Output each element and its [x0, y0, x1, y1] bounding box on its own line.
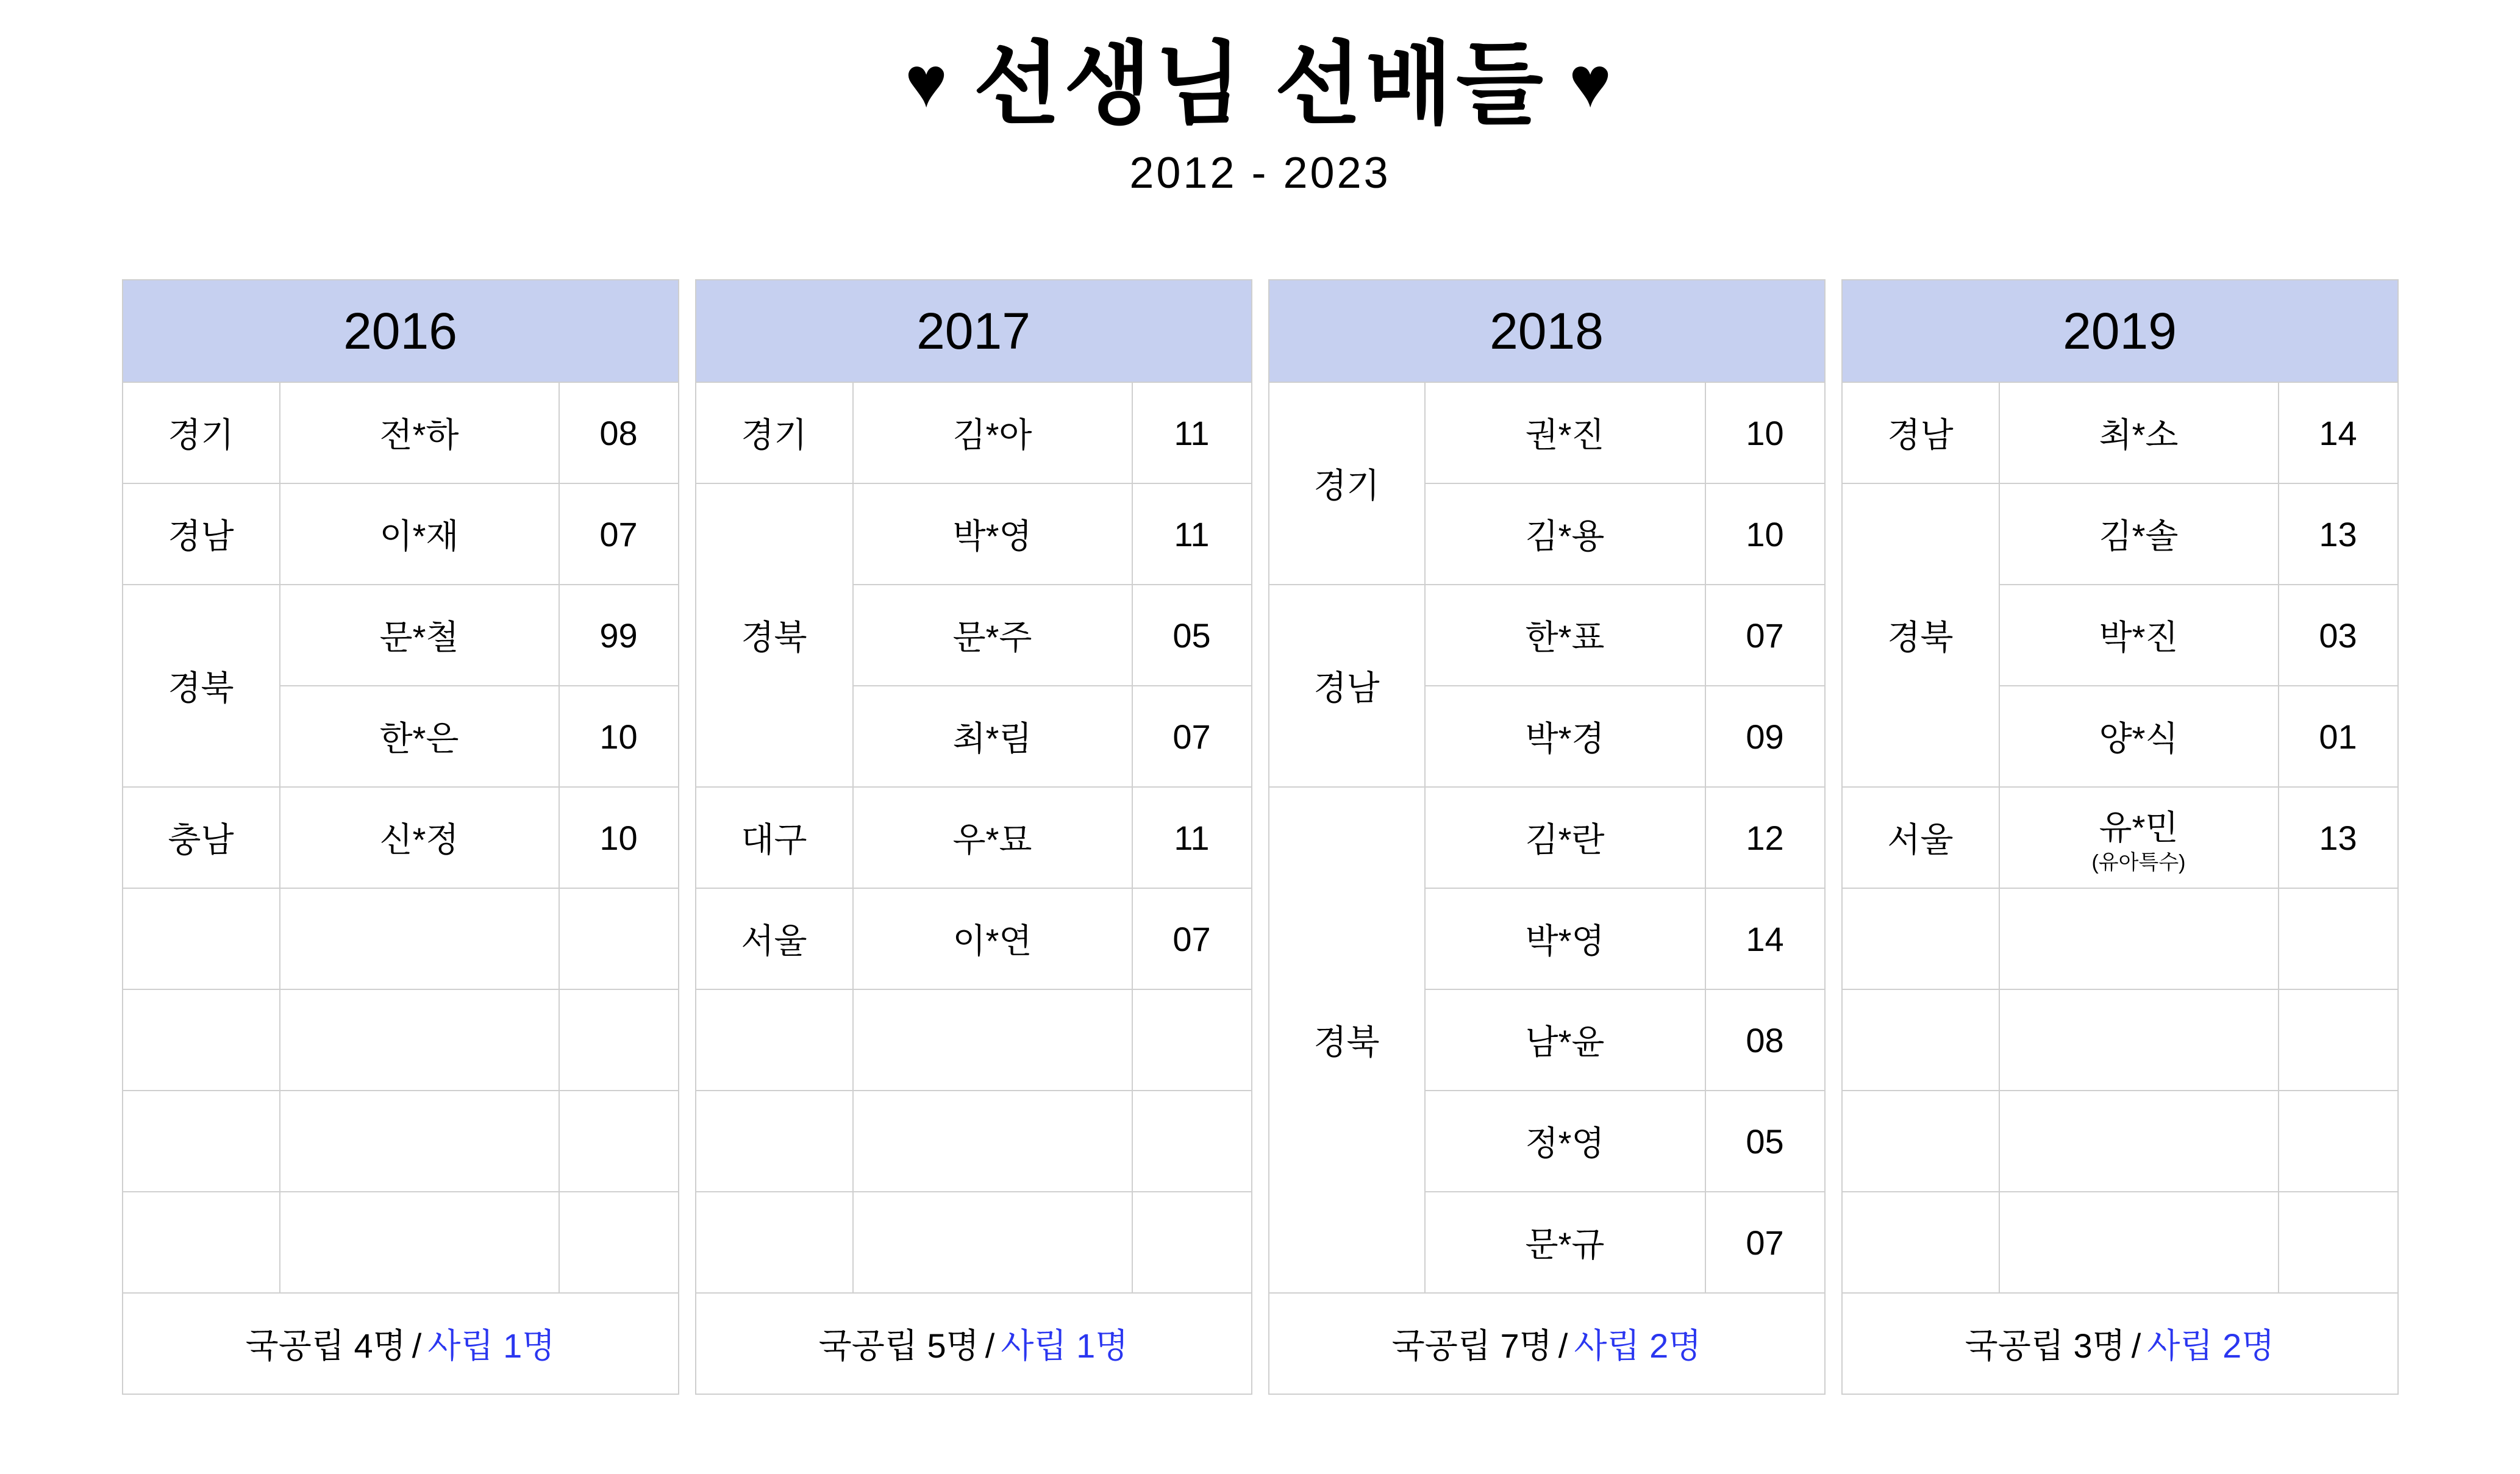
name-cell [853, 888, 1132, 989]
empty-cell [1999, 989, 2279, 1091]
private-count: 사립 2명 [2147, 1326, 2275, 1365]
number-cell: 07 [1132, 888, 1252, 989]
public-count: 국공립 4명 [245, 1326, 406, 1365]
table-row [1269, 585, 1825, 686]
empty-cell [2279, 989, 2398, 1091]
year-table-2018 [1268, 279, 1826, 1395]
empty-cell [853, 1192, 1132, 1293]
table-row [696, 888, 1252, 989]
table-row [1269, 382, 1825, 483]
empty-cell [696, 1192, 853, 1293]
name-cell [280, 686, 559, 787]
empty-cell [280, 989, 559, 1091]
region-cell: 경북 [1842, 483, 1999, 787]
name-text: 박*영 [952, 517, 1032, 555]
name-text: 신*정 [379, 821, 459, 859]
number-cell: 07 [1705, 585, 1825, 686]
number-cell: 10 [1705, 483, 1825, 585]
table-row-empty [123, 1091, 679, 1192]
summary-separator: / [412, 1326, 422, 1365]
table-row [1842, 382, 2398, 483]
number-cell: 14 [1705, 888, 1825, 989]
summary-cell [123, 1293, 679, 1394]
empty-cell [1842, 1091, 1999, 1192]
table-row-empty [696, 989, 1252, 1091]
table-row-empty [696, 1091, 1252, 1192]
region-cell: 서울 [1842, 787, 1999, 888]
number-cell: 07 [559, 483, 679, 585]
name-text: 이*연 [952, 922, 1032, 960]
name-text: 김*솔 [2099, 517, 2179, 555]
name-text: 김*아 [952, 416, 1032, 454]
name-text: 문*철 [379, 618, 459, 657]
year-header: 2018 [1269, 280, 1825, 382]
empty-cell [1999, 1192, 2279, 1293]
name-text: 박*경 [1525, 719, 1605, 758]
name-cell [1425, 382, 1705, 483]
number-cell: 09 [1705, 686, 1825, 787]
region-cell: 경남 [1842, 382, 1999, 483]
table-row-empty [1842, 1091, 2398, 1192]
name-cell [280, 382, 559, 483]
empty-cell [2279, 888, 2398, 989]
name-cell [1999, 787, 2279, 888]
name-cell [853, 382, 1132, 483]
summary-separator: / [1558, 1326, 1568, 1365]
empty-cell [1842, 989, 1999, 1091]
private-count: 사립 2명 [1574, 1326, 1702, 1365]
name-text: 권*진 [1525, 416, 1605, 454]
name-text: 최*소 [2099, 416, 2179, 454]
name-cell [280, 585, 559, 686]
table-row [123, 787, 679, 888]
table-row [123, 585, 679, 686]
number-cell: 10 [559, 686, 679, 787]
name-cell [853, 483, 1132, 585]
region-cell: 경남 [1269, 585, 1425, 787]
name-cell [1425, 787, 1705, 888]
number-cell: 13 [2279, 483, 2398, 585]
name-cell [1999, 382, 2279, 483]
empty-cell [559, 1091, 679, 1192]
name-text: 이*재 [379, 517, 459, 555]
name-cell [853, 787, 1132, 888]
table-footer-row [696, 1293, 1252, 1394]
name-text: 문*주 [952, 618, 1032, 657]
region-cell: 경남 [123, 483, 280, 585]
table-row [1842, 787, 2398, 888]
table-row-empty [1842, 888, 2398, 989]
table-row [123, 382, 679, 483]
year-table-2019 [1841, 279, 2399, 1395]
summary-cell [1269, 1293, 1825, 1394]
name-cell [1425, 585, 1705, 686]
empty-cell [280, 888, 559, 989]
name-cell [1425, 989, 1705, 1091]
empty-cell [696, 989, 853, 1091]
empty-cell [1842, 888, 1999, 989]
empty-cell [123, 1091, 280, 1192]
empty-cell [123, 989, 280, 1091]
table-row-empty [123, 1192, 679, 1293]
number-cell: 12 [1705, 787, 1825, 888]
name-cell [1425, 1091, 1705, 1192]
year-header: 2017 [696, 280, 1252, 382]
public-count: 국공립 5명 [818, 1326, 979, 1365]
table-row-empty [1842, 989, 2398, 1091]
heart-right-icon: ♥ [1568, 42, 1616, 123]
year-header: 2016 [123, 280, 679, 382]
name-text: 한*은 [379, 719, 459, 758]
year-tables-container [0, 279, 2520, 1395]
name-cell [1999, 585, 2279, 686]
summary-cell [696, 1293, 1252, 1394]
private-count: 사립 1명 [427, 1326, 555, 1365]
number-cell: 11 [1132, 382, 1252, 483]
empty-cell [123, 1192, 280, 1293]
region-cell: 경북 [123, 585, 280, 787]
table-row [1842, 483, 2398, 585]
number-cell: 03 [2279, 585, 2398, 686]
name-text: 정*영 [1525, 1124, 1605, 1162]
number-cell: 07 [1132, 686, 1252, 787]
name-text: 한*표 [1525, 618, 1605, 657]
empty-cell [853, 1091, 1132, 1192]
empty-cell [559, 989, 679, 1091]
table-row-empty [1842, 1192, 2398, 1293]
private-count: 사립 1명 [1001, 1326, 1129, 1365]
empty-cell [123, 888, 280, 989]
summary-separator: / [2131, 1326, 2141, 1365]
year-table-2016 [122, 279, 679, 1395]
empty-cell [1132, 1091, 1252, 1192]
number-cell: 08 [559, 382, 679, 483]
region-cell: 경기 [123, 382, 280, 483]
public-count: 국공립 3명 [1965, 1326, 2126, 1365]
name-text: 전*하 [379, 416, 459, 454]
table-row-empty [123, 888, 679, 989]
name-cell [1425, 888, 1705, 989]
region-cell: 경북 [1269, 787, 1425, 1293]
public-count: 국공립 7명 [1391, 1326, 1552, 1365]
name-cell [1425, 483, 1705, 585]
summary-separator: / [985, 1326, 995, 1365]
name-cell [1425, 1192, 1705, 1293]
page-title-text: 선생님 선배들 [973, 34, 1547, 135]
name-cell [280, 787, 559, 888]
name-text: 남*윤 [1525, 1023, 1605, 1061]
name-cell [280, 483, 559, 585]
table-row [123, 483, 679, 585]
name-cell [1425, 686, 1705, 787]
table-footer-row [123, 1293, 679, 1394]
document-page [0, 35, 2520, 1474]
name-cell [1999, 686, 2279, 787]
name-text: 김*용 [1525, 517, 1605, 555]
empty-cell [1842, 1192, 1999, 1293]
year-table-2017 [695, 279, 1252, 1395]
heart-left-icon: ♥ [904, 42, 952, 123]
name-cell [1999, 483, 2279, 585]
name-cell [853, 585, 1132, 686]
number-cell: 05 [1132, 585, 1252, 686]
table-row [696, 787, 1252, 888]
number-cell: 11 [1132, 787, 1252, 888]
empty-cell [1132, 1192, 1252, 1293]
name-text: 우*묘 [952, 821, 1032, 859]
number-cell: 07 [1705, 1192, 1825, 1293]
empty-cell [853, 989, 1132, 1091]
region-cell: 경기 [1269, 382, 1425, 585]
number-cell: 08 [1705, 989, 1825, 1091]
empty-cell [559, 888, 679, 989]
name-text: 박*진 [2099, 618, 2179, 657]
year-header: 2019 [1842, 280, 2398, 382]
empty-cell [1999, 1091, 2279, 1192]
region-cell: 서울 [696, 888, 853, 989]
summary-cell [1842, 1293, 2398, 1394]
number-cell: 14 [2279, 382, 2398, 483]
name-text: 유*민 [2099, 808, 2179, 847]
table-row [1269, 787, 1825, 888]
table-row-empty [123, 989, 679, 1091]
number-cell: 13 [2279, 787, 2398, 888]
name-text: 최*림 [952, 719, 1032, 758]
page-subtitle: 2012 - 2023 [1129, 148, 1391, 198]
empty-cell [696, 1091, 853, 1192]
name-sub-label: (유아특수) [2091, 851, 2186, 875]
number-cell: 11 [1132, 483, 1252, 585]
empty-cell [2279, 1192, 2398, 1293]
table-row [696, 382, 1252, 483]
empty-cell [280, 1192, 559, 1293]
empty-cell [559, 1192, 679, 1293]
empty-cell [1999, 888, 2279, 989]
region-cell: 경북 [696, 483, 853, 787]
number-cell: 05 [1705, 1091, 1825, 1192]
number-cell: 01 [2279, 686, 2398, 787]
region-cell: 대구 [696, 787, 853, 888]
empty-cell [2279, 1091, 2398, 1192]
number-cell: 10 [559, 787, 679, 888]
empty-cell [280, 1091, 559, 1192]
number-cell: 10 [1705, 382, 1825, 483]
page-title [0, 35, 2520, 135]
empty-cell [1132, 989, 1252, 1091]
table-footer-row [1842, 1293, 2398, 1394]
region-cell: 충남 [123, 787, 280, 888]
region-cell: 경기 [696, 382, 853, 483]
number-cell: 99 [559, 585, 679, 686]
table-row-empty [696, 1192, 1252, 1293]
name-text: 박*영 [1525, 922, 1605, 960]
name-cell [853, 686, 1132, 787]
table-footer-row [1269, 1293, 1825, 1394]
name-text: 김*란 [1525, 821, 1605, 859]
table-row [696, 483, 1252, 585]
name-text: 문*규 [1525, 1225, 1605, 1264]
name-text: 양*식 [2099, 719, 2179, 758]
